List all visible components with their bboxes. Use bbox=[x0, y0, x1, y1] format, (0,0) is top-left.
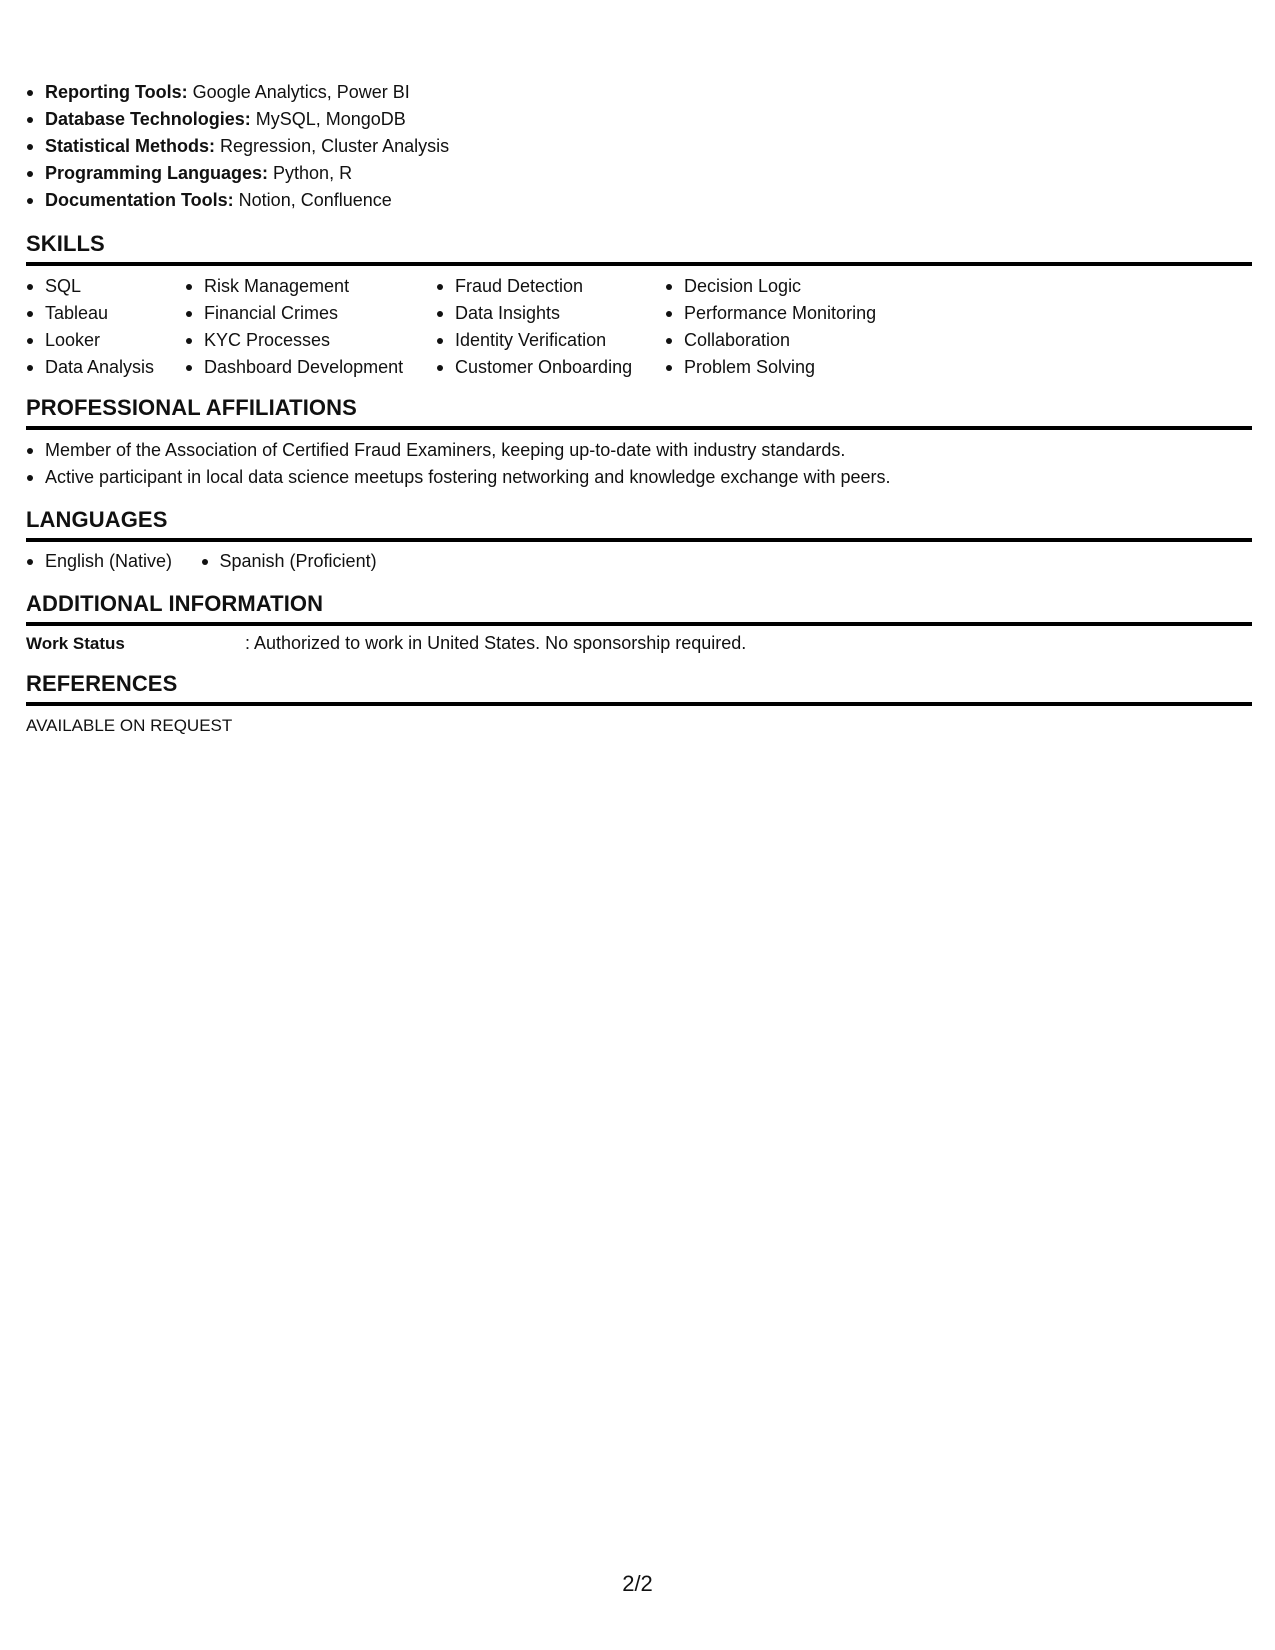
references-text: AVAILABLE ON REQUEST bbox=[26, 716, 233, 735]
list-item bbox=[26, 133, 449, 160]
skill-item: Problem Solving bbox=[665, 354, 876, 381]
skill-item: Performance Monitoring bbox=[665, 300, 876, 327]
list-item bbox=[26, 106, 449, 133]
skill-item: Data Analysis bbox=[26, 354, 154, 381]
affiliations-list bbox=[26, 437, 891, 491]
tool-label: Reporting Tools: bbox=[45, 82, 188, 102]
skill-item: Fraud Detection bbox=[436, 273, 632, 300]
skills-column bbox=[185, 273, 403, 381]
list-item: Member of the Association of Certified Fraud Examiners, keeping up-to-date with industry standards. bbox=[26, 437, 891, 464]
skill-item: Tableau bbox=[26, 300, 154, 327]
skill-item: Financial Crimes bbox=[185, 300, 403, 327]
skill-item: SQL bbox=[26, 273, 154, 300]
tool-value: Regression, Cluster Analysis bbox=[215, 136, 450, 156]
skills-column bbox=[436, 273, 632, 381]
tool-label: Statistical Methods: bbox=[45, 136, 216, 156]
skills-column bbox=[665, 273, 876, 381]
list-item bbox=[26, 79, 449, 106]
skill-item: Data Insights bbox=[436, 300, 632, 327]
tool-label: Programming Languages: bbox=[45, 163, 269, 183]
language-item: Spanish (Proficient) bbox=[201, 548, 377, 575]
languages-heading: LANGUAGES bbox=[26, 506, 1252, 542]
additional-info-heading: ADDITIONAL INFORMATION bbox=[26, 590, 1252, 626]
skill-item: Collaboration bbox=[665, 327, 876, 354]
tools-list bbox=[26, 79, 449, 214]
references-heading: REFERENCES bbox=[26, 670, 1252, 706]
skill-item: Identity Verification bbox=[436, 327, 632, 354]
tool-value: MySQL, MongoDB bbox=[250, 109, 406, 129]
skill-item: Dashboard Development bbox=[185, 354, 403, 381]
skill-item: Looker bbox=[26, 327, 154, 354]
skills-heading: SKILLS bbox=[26, 230, 1252, 266]
skill-item: Customer Onboarding bbox=[436, 354, 632, 381]
tool-label: Documentation Tools: bbox=[45, 190, 234, 210]
skill-item: Risk Management bbox=[185, 273, 403, 300]
affiliations-heading: PROFESSIONAL AFFILIATIONS bbox=[26, 394, 1252, 430]
page-number: 2/2 bbox=[622, 1571, 653, 1596]
tool-value: Notion, Confluence bbox=[233, 190, 392, 210]
list-item: Active participant in local data science meetups fostering networking and knowledge exchange with peers. bbox=[26, 464, 891, 491]
language-item: English (Native) bbox=[26, 548, 172, 575]
skill-item: Decision Logic bbox=[665, 273, 876, 300]
work-status-label: Work Status bbox=[26, 634, 125, 653]
skills-column bbox=[26, 273, 154, 381]
skill-item: KYC Processes bbox=[185, 327, 403, 354]
tool-value: Google Analytics, Power BI bbox=[187, 82, 410, 102]
work-status-value: : Authorized to work in United States. No sponsorship required. bbox=[245, 633, 747, 653]
tool-label: Database Technologies: bbox=[45, 109, 251, 129]
list-item bbox=[26, 187, 449, 214]
list-item bbox=[26, 160, 449, 187]
languages-list bbox=[26, 548, 401, 575]
tool-value: Python, R bbox=[268, 163, 353, 183]
